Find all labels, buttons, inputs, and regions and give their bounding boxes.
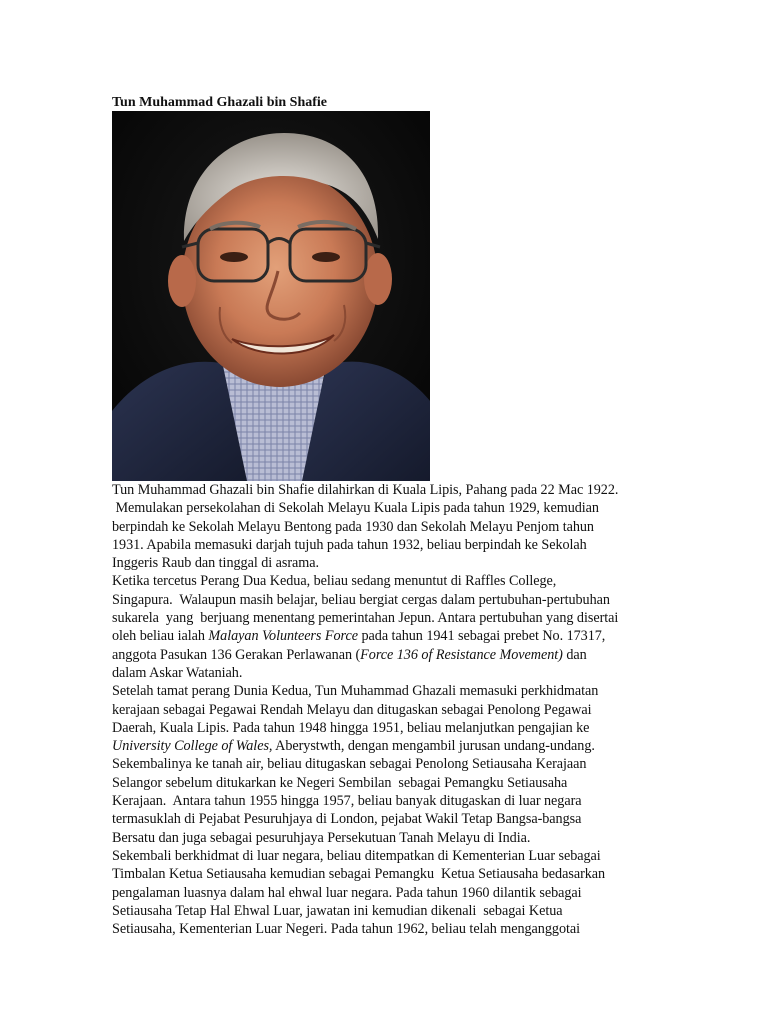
paragraph-career	[112, 682, 652, 847]
text-line: Memulakan persekolahan di Sekolah Melayu Kuala Lipis pada tahun 1929, kemudian	[112, 500, 599, 517]
text-line: Sekembalinya ke tanah air, beliau ditugaskan sebagai Penolong Setiausaha Kerajaan	[112, 756, 587, 773]
text-line: Kerajaan. Antara tahun 1955 hingga 1957, beliau banyak ditugaskan di luar negara	[112, 793, 582, 810]
paragraph-foreign-ministry	[112, 847, 652, 938]
text-line: Sekembali berkhidmat di luar negara, beliau ditempatkan di Kementerian Luar sebagai	[112, 847, 601, 864]
document-page	[112, 94, 652, 938]
text-line: Daerah, Kuala Lipis. Pada tahun 1948 hingga 1951, beliau melanjutkan pengajian ke	[112, 719, 590, 736]
text-line: sukarela yang berjuang menentang pemerintahan Jepun. Antara pertubuhan yang disertai	[112, 610, 619, 627]
text-line: Tun Muhammad Ghazali bin Shafie dilahirkan di Kuala Lipis, Pahang pada 22 Mac 1922.	[112, 482, 619, 498]
text-line: kerajaan sebagai Pegawai Rendah Melayu dan ditugaskan sebagai Penolong Pegawai	[112, 701, 592, 718]
text-line: anggota Pasukan 136 Gerakan Perlawanan (	[112, 646, 361, 663]
text-line: Aberystwth, dengan mengambil jurusan undang-undang.	[272, 738, 595, 755]
document-title: Tun Muhammad Ghazali bin Shafie	[112, 95, 327, 110]
paragraph-birth	[112, 481, 652, 572]
italic-text: Force 136 of Resistance Movement)	[360, 646, 563, 663]
text-line: Bersatu dan juga sebagai pesuruhjaya Persekutuan Tanah Melayu di India.	[112, 829, 531, 846]
text-line: Setiausaha, Kementerian Luar Negeri. Pada tahun 1962, beliau telah menganggotai	[112, 921, 581, 938]
paragraph-war	[112, 572, 652, 682]
document-body	[112, 481, 652, 938]
text-line: termasuklah di Pejabat Pesuruhjaya di London, pejabat Wakil Tetap Bangsa-bangsa	[112, 811, 582, 828]
text-line: Singapura. Walaupun masih belajar, beliau bergiat cergas dalam pertubuhan-pertubuhan	[112, 591, 610, 608]
text-line: dalam Askar Wataniah.	[112, 664, 243, 681]
text-line: Inggeris Raub dan tinggal di asrama.	[112, 555, 320, 572]
text-line: Setelah tamat perang Dunia Kedua, Tun Muhammad Ghazali memasuki perkhidmatan	[112, 683, 599, 700]
portrait-illustration	[112, 111, 430, 481]
text-line: pengalaman luasnya dalam hal ehwal luar negara. Pada tahun 1960 dilantik sebagai	[112, 884, 582, 901]
text-line: Setiausaha Tetap Hal Ehwal Luar, jawatan ini kemudian dikenali sebagai Ketua	[112, 902, 563, 919]
text-line: Ketika tercetus Perang Dua Kedua, beliau sedang menuntut di Raffles College,	[112, 573, 557, 590]
text-line: oleh beliau ialah	[112, 628, 209, 645]
italic-text: Malayan Volunteers Force	[208, 628, 358, 645]
portrait-photo	[112, 111, 430, 481]
text-line: berpindah ke Sekolah Melayu Bentong pada 1930 dan Sekolah Melayu Penjom tahun	[112, 518, 594, 535]
text-line: dan	[562, 646, 587, 663]
text-line: Selangor sebelum ditukarkan ke Negeri Sembilan sebagai Pemangku Setiausaha	[112, 774, 568, 791]
text-line: pada tahun 1941 sebagai prebet No. 17317,	[357, 628, 606, 645]
text-line: 1931. Apabila memasuki darjah tujuh pada tahun 1932, beliau berpindah ke Sekolah	[112, 536, 587, 553]
italic-text: University College of Wales,	[112, 738, 273, 755]
text-line: Timbalan Ketua Setiausaha kemudian sebagai Pemangku Ketua Setiausaha bedasarkan	[112, 866, 606, 883]
